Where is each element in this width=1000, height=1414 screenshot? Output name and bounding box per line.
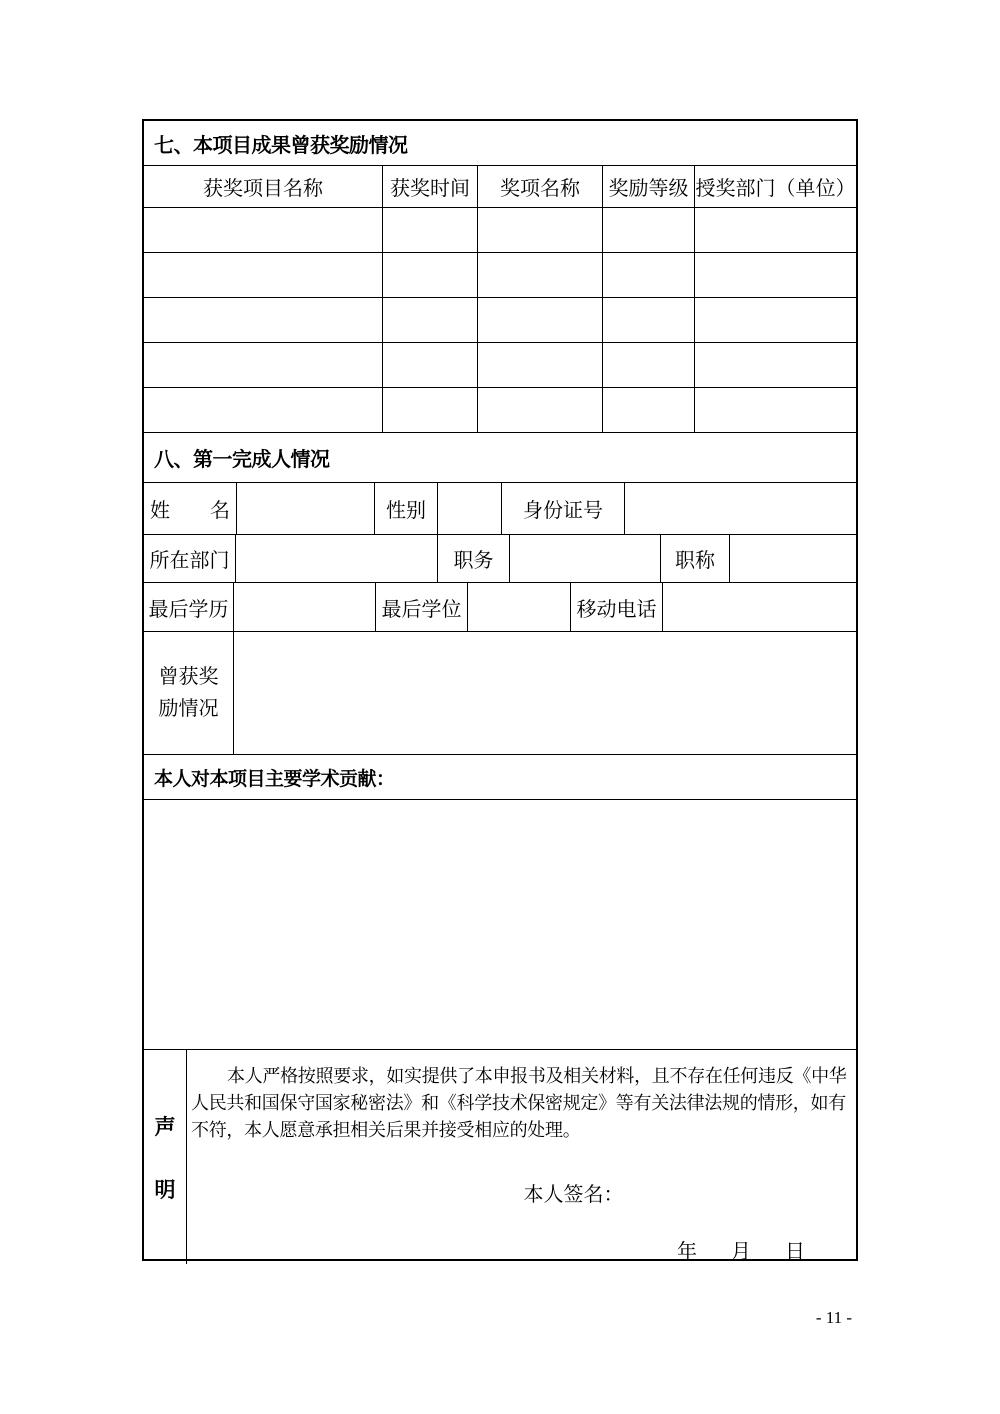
award-empty-cell (603, 343, 695, 387)
section8-title-row (144, 433, 856, 483)
award-empty-cell (603, 253, 695, 297)
page-number: - 11 - (815, 1308, 853, 1327)
award-empty-cell (695, 343, 856, 387)
declaration-row (144, 1050, 856, 1264)
date-year-label: 年 (677, 1241, 697, 1263)
declaration-text-line2: 人民共和国保守国家秘密法》和《科学技术保密规定》等有关法律法规的情形，如有 (191, 1093, 846, 1113)
name-value-cell (237, 483, 375, 534)
department-value-cell (236, 535, 438, 582)
award-empty-row (144, 388, 856, 433)
department-row (144, 535, 856, 583)
header-award-name: 奖项名称 (478, 166, 603, 207)
section7-empty-rows (144, 208, 856, 433)
declaration-label-char1: 声 (154, 1115, 176, 1139)
award-empty-cell (383, 298, 478, 342)
award-empty-cell (478, 208, 603, 252)
award-empty-cell (383, 208, 478, 252)
award-empty-cell (383, 253, 478, 297)
contribution-title: 本人对本项目主要学术贡献： (154, 768, 395, 790)
award-empty-cell (144, 343, 383, 387)
award-empty-row (144, 253, 856, 298)
department-label: 所在部门 (144, 535, 236, 582)
id-number-value-cell (625, 483, 856, 534)
education-row (144, 583, 856, 632)
award-empty-cell (478, 253, 603, 297)
declaration-label-char2: 明 (154, 1178, 176, 1202)
past-awards-label-line1: 曾获奖 (158, 666, 219, 688)
id-number-label: 身份证号 (502, 483, 625, 534)
last-degree-value-cell (468, 583, 571, 631)
section8-title: 八、第一完成人情况 (154, 449, 330, 471)
last-education-value-cell (234, 583, 376, 631)
award-empty-cell (603, 388, 695, 432)
header-award-time: 获奖时间 (383, 166, 478, 207)
past-awards-value-cell (234, 632, 856, 754)
date-day-label: 日 (785, 1241, 805, 1263)
position-label: 职务 (438, 535, 510, 582)
professional-title-value-cell (730, 535, 856, 582)
award-empty-cell (603, 298, 695, 342)
declaration-text-line3: 不符，本人愿意承担相关后果并接受相应的处理。 (191, 1120, 581, 1140)
award-empty-cell (695, 208, 856, 252)
award-empty-cell (478, 298, 603, 342)
gender-value-cell (438, 483, 502, 534)
name-row (144, 483, 856, 535)
name-label: 姓 名 (144, 483, 237, 534)
header-awarding-department: 授奖部门（单位） (695, 178, 856, 200)
contribution-title-row (144, 755, 856, 800)
award-empty-cell (603, 208, 695, 252)
past-awards-label-line2: 励情况 (158, 698, 219, 720)
section7-title: 七、本项目成果曾获奖励情况 (154, 134, 408, 157)
signature-label: 本人签名： (523, 1184, 624, 1206)
award-empty-cell (695, 388, 856, 432)
past-awards-row (144, 632, 856, 755)
declaration-label (144, 1050, 187, 1264)
award-empty-cell (383, 388, 478, 432)
contribution-blank-row (144, 800, 856, 1050)
award-empty-cell (695, 253, 856, 297)
mobile-phone-label: 移动电话 (571, 583, 663, 631)
award-empty-cell (144, 253, 383, 297)
section7-title-row (144, 121, 856, 166)
award-empty-cell (144, 298, 383, 342)
award-empty-cell (478, 343, 603, 387)
date-line (191, 1235, 850, 1264)
header-award-grade: 奖励等级 (603, 166, 695, 207)
award-application-table (142, 119, 858, 1261)
award-empty-cell (144, 208, 383, 252)
award-empty-cell (383, 343, 478, 387)
award-empty-cell (695, 298, 856, 342)
date-month-label: 月 (731, 1241, 751, 1263)
last-education-label: 最后学历 (144, 583, 234, 631)
contribution-value-cell (144, 800, 856, 1049)
award-empty-cell (478, 388, 603, 432)
declaration-body (187, 1050, 856, 1264)
last-degree-label: 最后学位 (376, 583, 468, 631)
declaration-text-line1: 本人严格按照要求，如实提供了本申报书及相关材料，且不存在任何违反《中华 (227, 1066, 847, 1086)
mobile-phone-value-cell (663, 583, 856, 631)
section7-header-row (144, 166, 856, 208)
position-value-cell (510, 535, 661, 582)
past-awards-label (144, 632, 234, 754)
header-award-project-name: 获奖项目名称 (144, 166, 383, 207)
award-empty-row (144, 298, 856, 343)
award-empty-row (144, 208, 856, 253)
award-empty-cell (144, 388, 383, 432)
award-empty-row (144, 343, 856, 388)
professional-title-label: 职称 (661, 535, 730, 582)
gender-label: 性别 (375, 483, 438, 534)
